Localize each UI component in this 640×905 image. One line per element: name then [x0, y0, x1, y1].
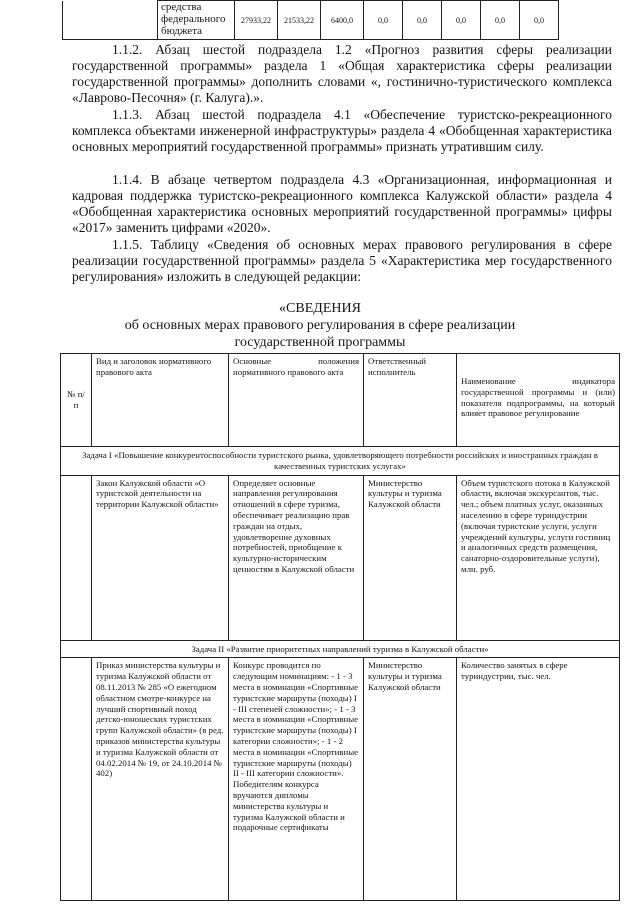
table-cell: 0,0	[364, 1, 403, 40]
row-number	[61, 475, 92, 640]
task-1-caption: Задача I «Повышение конкурентоспособности туристского рынка, удовлетворяющего потребности российских и иностранных граждан в качественных туристских услугах»	[61, 447, 620, 476]
column-header-act: Вид и заголовок нормативного правового акта	[92, 354, 229, 447]
legal-act-cell: Закон Калужской области «О туристской деятельности на территории Калужской области»	[92, 475, 229, 640]
table-cell: 0,0	[442, 1, 481, 40]
budget-table-fragment	[62, 0, 559, 40]
paragraph-text: 1.1.4. В абзаце четвертом подраздела 4.3 «Организационная, информационная и кадровая поддержка туристско-рекреационного комплекса Калужской области» раздела 4 «Обобщенная характеристика основных мероприятий государственной программы» цифры «2017» заменить цифрами «2020».	[72, 172, 612, 235]
table-title-line-2: об основных мерах правового регулирования в сфере реализации	[124, 318, 516, 333]
paragraph-text: 1.1.3. Абзац шестой подраздела 4.1 «Обеспечение туристско-рекреационного комплекса объектами инженерной инфраструктуры» раздела 4 «Обобщенная характеристика основных мероприятий государственной программы» признать утратившим силу.	[72, 107, 612, 154]
table-header-row	[61, 354, 620, 447]
paragraph-1-1-5	[72, 237, 612, 285]
paragraph-1-1-3	[72, 107, 612, 155]
legal-measures-table	[60, 353, 620, 901]
table-cell: 27933,22	[235, 1, 278, 40]
table-row	[61, 475, 620, 640]
legal-act-cell: Приказ министерства культуры и туризма Калужской области от 08.11.2013 № 285 «О ежегодном областном смотре-конкурсе на лучший спортивный поход детско-юношеских туристских групп Калужской области» (в ред. приказов министерства культуры и туризма Калужской области от 04.02.2014 № 19, от 24.10.2014 № 402)	[92, 658, 229, 901]
column-header-indicator: Наименование индикатора государственной программы и (или) показателя подпрограммы, на который влияет правовое регулирование	[457, 354, 620, 447]
indicator-cell: Объем туристского потока в Калужской области, включая экскурсантов, тыс. чел.; объем платных услуг, оказанных населению в сфере туриндустрии (включая туристские услуги, услуги учреждений культуры, услуги гостиниц и аналогичных средств размещения, санаторно-оздоровительные услуги), млн. руб.	[457, 475, 620, 640]
table-title-line-3: государственной программы	[234, 335, 406, 350]
table-row	[63, 1, 559, 40]
row-number	[61, 658, 92, 901]
table-cell: 0,0	[481, 1, 520, 40]
paragraph-1-1-4	[72, 172, 612, 236]
task-row-2	[61, 640, 620, 658]
column-header-number: № п/п	[61, 354, 92, 447]
paragraph-text: 1.1.2. Абзац шестой подраздела 1.2 «Прогноз развития сферы реализации государственной программы» раздела 1 «Общая характеристика сферы реализации государственной программы» дополнить словами «, гостинично-туристического комплекса «Лаврово-Песочня» (г. Калуга).».	[72, 42, 612, 105]
table-title-line-1: «СВЕДЕНИЯ	[279, 301, 361, 316]
provisions-cell: Конкурс проводится по следующим номинациям: - 1 - 3 места в номинации «Спортивные туристские маршруты (походы) I - III степеней сложности»; - 1 - 3 места в номинации «Спортивные туристские маршруты (походы) I категории сложности»; - 1 - 2 места в номинации «Спортивные туристские маршруты (походы) II - III категории сложности». Победителям конкурса вручаются дипломы министерства культуры и туризма Калужской области и подарочные сертификаты	[229, 658, 364, 901]
task-2-caption: Задача II «Развитие приоритетных направлений туризма в Калужской области»	[61, 640, 620, 658]
task-row-1	[61, 447, 620, 476]
table-cell: 21533,22	[278, 1, 321, 40]
provisions-cell: Определяет основные направления регулирования отношений в сфере туризма, обеспечивает реализацию прав граждан на отдых, удовлетворение духовных потребностей, приобщение к культурно-историческим ценностям в Калужской области	[229, 475, 364, 640]
table-row	[61, 658, 620, 901]
table-cell: 0,0	[403, 1, 442, 40]
executor-cell: Министерство культуры и туризма Калужской области	[364, 658, 457, 901]
executor-cell: Министерство культуры и туризма Калужской области	[364, 475, 457, 640]
table-cell	[63, 1, 158, 40]
indicator-cell: Количество занятых в сфере туриндустрии, тыс. чел.	[457, 658, 620, 901]
column-header-provisions: Основные положения нормативного правового акта	[229, 354, 364, 447]
paragraph-text: 1.1.5. Таблицу «Сведения об основных мерах правового регулирования в сфере реализации государственной программы» раздела 5 «Характеристика мер государственного регулирования» изложить в следующей редакции:	[72, 237, 612, 284]
funding-source-label: средства федерального бюджета	[158, 1, 235, 40]
paragraph-1-1-2	[72, 42, 612, 106]
column-header-executor: Ответственный исполнитель	[364, 354, 457, 447]
table-cell: 0,0	[520, 1, 559, 40]
table-cell: 6400,0	[321, 1, 364, 40]
